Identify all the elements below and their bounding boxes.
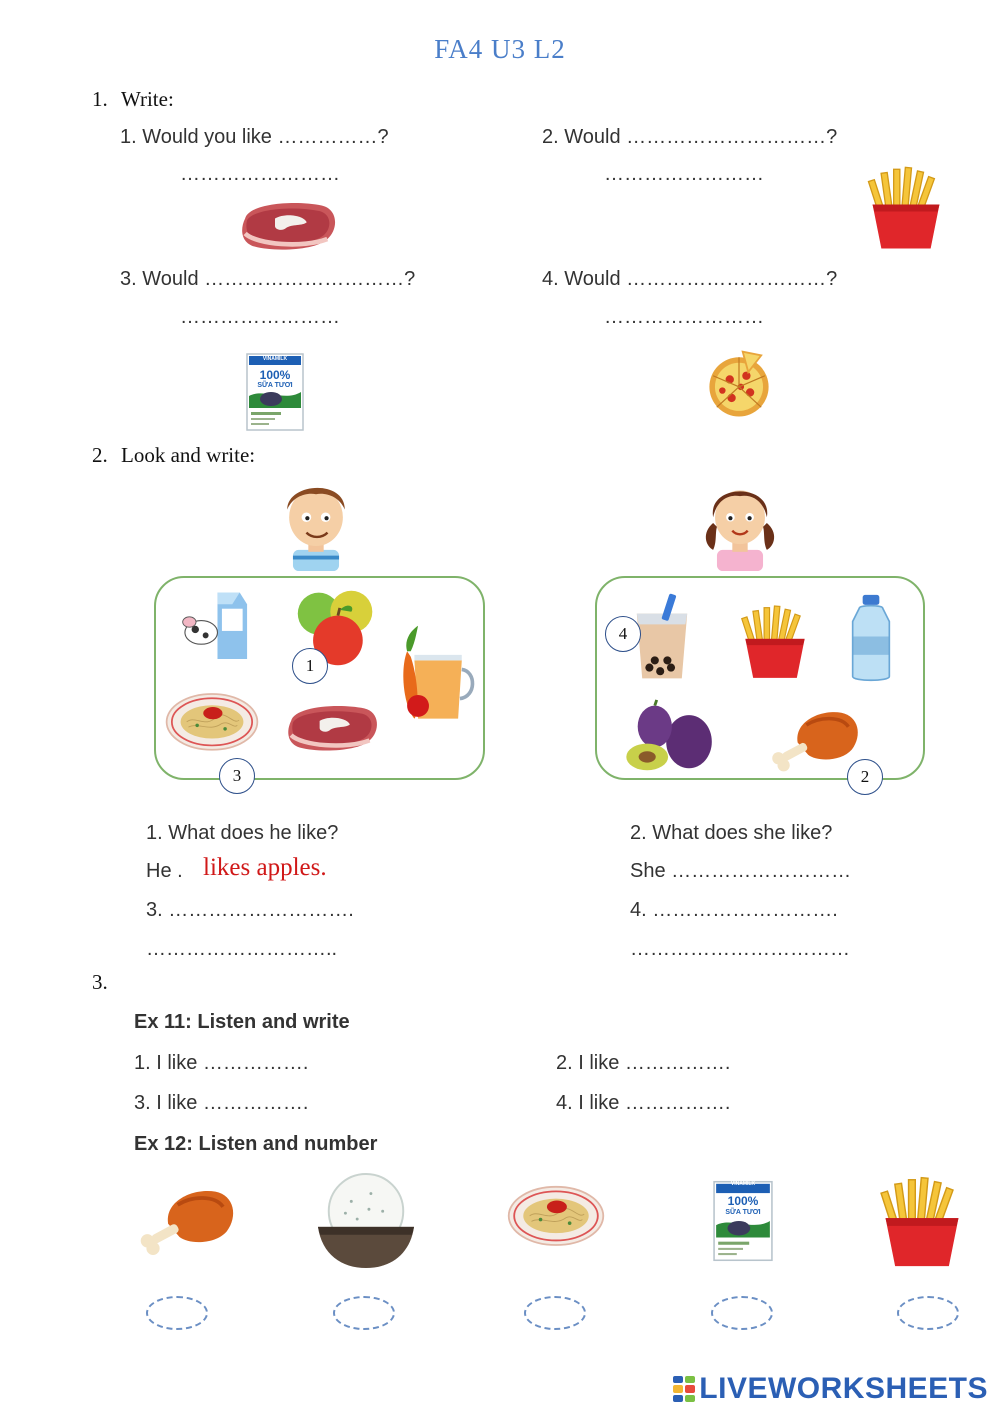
spaghetti-picture	[506, 1182, 606, 1248]
milk-brand-text-ex12: VINAMILK	[730, 1181, 756, 1187]
box-number-1: 1	[292, 648, 328, 684]
liveworksheets-mark-icon	[673, 1376, 695, 1402]
s2-answer-3[interactable]: ………………………..	[146, 938, 338, 960]
box-number-4: 4	[605, 616, 641, 652]
girl-picture	[692, 474, 788, 572]
section3-number: 3.	[92, 970, 108, 994]
s2-answer-4[interactable]: ……………………………	[630, 938, 850, 960]
s1-answer-4[interactable]: ……………………	[604, 306, 764, 328]
steak-picture-box	[284, 700, 382, 756]
s1-question-3[interactable]: 3. Would …………………………?	[120, 268, 416, 290]
rice-bowl-picture	[312, 1172, 420, 1270]
section1-number: 1.	[92, 87, 108, 111]
number-answer-oval-1[interactable]	[146, 1296, 208, 1330]
spaghetti-picture-box	[164, 688, 260, 754]
ex11-item-4[interactable]: 4. I like …………….	[556, 1092, 731, 1114]
section2-heading: Look and write:	[121, 443, 256, 467]
s1-question-2[interactable]: 2. Would …………………………?	[542, 126, 838, 148]
section1-heading: Write:	[121, 87, 174, 111]
pizza-picture	[702, 348, 776, 422]
s2-question-3[interactable]: 3. ……………………….	[146, 899, 354, 921]
chicken-leg-picture	[136, 1182, 240, 1258]
milk-brand-text: VINAMILK	[262, 356, 288, 362]
box-number-3: 3	[219, 758, 255, 794]
plums-picture	[622, 698, 718, 774]
liveworksheets-wordmark: LIVEWORKSHEETS	[699, 1372, 988, 1405]
milk-carton-picture-ex12	[712, 1176, 774, 1266]
french-fries-picture-box	[736, 596, 814, 688]
boy-picture	[268, 474, 364, 572]
s1-question-4[interactable]: 4. Would …………………………?	[542, 268, 838, 290]
ex12-title: Ex 12: Listen and number	[134, 1133, 378, 1155]
s2-question-1: 1. What does he like?	[146, 822, 339, 844]
milk-box-picture	[168, 588, 264, 662]
milk-carton-icon-ex12	[712, 1176, 774, 1266]
carrot-juice-picture	[398, 614, 480, 734]
worksheet-title: FA4 U3 L2	[434, 34, 566, 64]
s2-question-4[interactable]: 4. ……………………….	[630, 899, 838, 921]
milk-carton-icon	[244, 352, 306, 432]
s2-answer-1-prefix: He .	[146, 860, 183, 882]
chicken-leg-picture-box	[766, 704, 866, 774]
milk-carton-picture	[244, 352, 306, 432]
milk-percent-text: 100%	[259, 368, 291, 382]
box-number-2: 2	[847, 759, 883, 795]
ex11-item-1[interactable]: 1. I like …………….	[134, 1052, 309, 1074]
ex11-title: Ex 11: Listen and write	[134, 1011, 350, 1033]
number-answer-oval-5[interactable]	[897, 1296, 959, 1330]
s2-answer-2[interactable]: She ………………………	[630, 860, 852, 882]
ex11-item-3[interactable]: 3. I like …………….	[134, 1092, 309, 1114]
french-fries-picture-ex12	[872, 1174, 972, 1270]
french-fries-picture	[858, 164, 954, 252]
milk-name-text-ex12: SỮA TƯƠI	[725, 1209, 761, 1216]
water-bottle-picture	[846, 592, 896, 686]
s2-answer-1-text[interactable]: likes apples.	[203, 854, 327, 881]
steak-picture	[236, 198, 342, 254]
number-answer-oval-4[interactable]	[711, 1296, 773, 1330]
milk-name-text: SỮA TƯƠI	[257, 382, 293, 389]
section2-number: 2.	[92, 443, 108, 467]
ex11-item-2[interactable]: 2. I like …………….	[556, 1052, 731, 1074]
liveworksheets-logo	[673, 1372, 988, 1406]
s1-question-1[interactable]: 1. Would you like ……………?	[120, 126, 389, 148]
s2-question-2: 2. What does she like?	[630, 822, 833, 844]
s1-answer-1[interactable]: ……………………	[180, 163, 340, 185]
s1-answer-3[interactable]: ……………………	[180, 306, 340, 328]
s1-answer-2[interactable]: ……………………	[604, 163, 764, 185]
milk-percent-text-ex12: 100%	[727, 1194, 759, 1208]
number-answer-oval-2[interactable]	[333, 1296, 395, 1330]
number-answer-oval-3[interactable]	[524, 1296, 586, 1330]
